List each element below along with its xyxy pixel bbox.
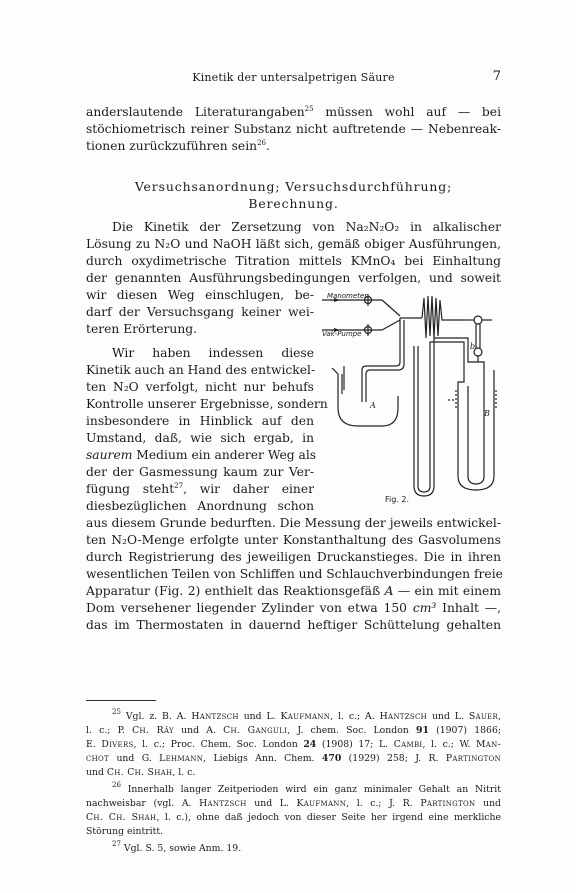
footnote-ref[interactable]: 25 xyxy=(304,105,314,113)
footnote-ref[interactable]: 26 xyxy=(257,139,266,147)
footnote-line: chot und G. Lehmann, Liebigs Ann. Chem. 470 (1929) 258; J. R. Partington xyxy=(86,753,502,764)
footnote-rule xyxy=(86,700,156,701)
footnote-line: und Ch. Ch. Shah, l. c. xyxy=(86,767,196,778)
footnote-ref[interactable]: 27 xyxy=(174,482,184,490)
apparatus-figure xyxy=(318,290,502,512)
body-line: fügung steht$^{27}$, wir daher einer xyxy=(86,482,314,496)
body-line: Die Kinetik der Zersetzung von Na₂N₂O₂ in alkalischer xyxy=(112,220,501,234)
body-line: Dom versehener liegender Zylinder von etwa 150 cm³ Inhalt —, xyxy=(86,601,501,615)
footnote-line: E. Divers, l. c.; Proc. Chem. Soc. London 24 (1908) 17; L. Cambi, l. c.; W. Man- xyxy=(86,739,502,750)
body-line: ten N₂O verfolgt, nicht nur behufs xyxy=(86,380,314,394)
body-line: stöchiometrisch reiner Substanz nicht auftretende — Nebenreak- xyxy=(86,122,501,136)
body-line: das im Thermostaten in dauernd heftiger Schüttelung gehalten xyxy=(86,618,501,632)
point-b-label: b xyxy=(470,342,476,351)
body-line: saurem Medium ein anderer Weg als xyxy=(86,448,317,462)
body-line: durch Registrierung des jeweiligen Druckanstieges. Die in ihren xyxy=(86,550,501,564)
body-line: anderslautende Literaturangaben$^{25}$ müssen wohl auf — bei xyxy=(86,105,502,119)
vessel-b-label: B xyxy=(484,409,490,418)
footnote-26: $^{26}$ Innerhalb langer Zeitperioden wird ein ganz minimaler Gehalt an Nitrit xyxy=(112,781,501,795)
body-line: teren Erörterung. xyxy=(86,322,198,336)
footnote-line: l. c.; P. Ch. Rây und A. Ch. Ganguli, J. chem. Soc. London 91 (1907) 1866; xyxy=(86,725,501,736)
body-line: tionen zurückzuführen sein$^{26}$. xyxy=(86,139,270,153)
body-line: durch oxydimetrische Titration mittels KMnO₄ bei Einhaltung xyxy=(86,254,501,268)
body-line: der genannten Ausführungsbedingungen verfolgen, und soweit xyxy=(86,271,501,285)
vessel-a-label: A xyxy=(370,401,376,410)
footnote-line: Störung eintritt. xyxy=(86,826,164,837)
body-line: ten N₂O-Menge erfolgte unter Konstanthaltung des Gasvolumens xyxy=(86,533,501,547)
running-header xyxy=(86,71,501,87)
body-line: wesentlichen Teilen von Schliffen und Schlauchverbindungen freie xyxy=(86,567,503,581)
body-line: wir diesen Weg einschlugen, be- xyxy=(86,288,314,302)
body-line: Umstand, daß, wie sich ergab, in xyxy=(86,431,314,445)
section-heading: Berechnung. xyxy=(248,196,339,211)
body-line: diesbezüglichen Anordnung schon xyxy=(86,499,314,513)
page-number: 7 xyxy=(492,69,501,84)
body-line: der der Gasmessung kaum zur Ver- xyxy=(86,465,314,479)
footnote-27: $^{27}$ Vgl. S. 5, sowie Anm. 19. xyxy=(112,840,242,854)
footnote-25: $^{25}$ Vgl. z. B. A. Hantzsch und L. Kaufmann, l. c.; A. Hantzsch und L. Sauer, xyxy=(112,708,501,722)
manometer-label: Manometer xyxy=(327,292,368,300)
body-line: Lösung zu N₂O und NaOH läßt sich, gemäß obiger Ausführungen, xyxy=(86,237,501,251)
pump-label: Vak-Pumpe xyxy=(322,330,362,338)
figure-caption: Fig. 2. xyxy=(385,495,410,504)
body-line: Kinetik auch an Hand des entwickel- xyxy=(86,363,316,377)
body-line: aus diesem Grunde bedurften. Die Messung der jeweils entwickel- xyxy=(86,516,501,530)
section-heading: Versuchsanordnung; Versuchsdurchführung; xyxy=(134,179,453,194)
footnote-line: Ch. Ch. Shah, l. c.), ohne daß jedoch von dieser Seite her irgend eine merkliche xyxy=(86,812,501,823)
footnote-line: nachweisbar (vgl. A. Hantzsch und L. Kaufmann, l. c.; J. R. Partington und xyxy=(86,798,502,809)
body-line: Kontrolle unserer Ergebnisse, sondern xyxy=(86,397,328,411)
body-line: Wir haben indessen diese xyxy=(112,346,314,360)
body-line: darf der Versuchsgang keiner wei- xyxy=(86,305,314,319)
body-line: insbesondere in Hinblick auf den xyxy=(86,414,314,428)
header-title: Kinetik der untersalpetrigen Säure xyxy=(192,71,395,84)
body-line: Apparatur (Fig. 2) enthielt das Reaktionsgefäß A — ein mit einem xyxy=(86,584,501,598)
